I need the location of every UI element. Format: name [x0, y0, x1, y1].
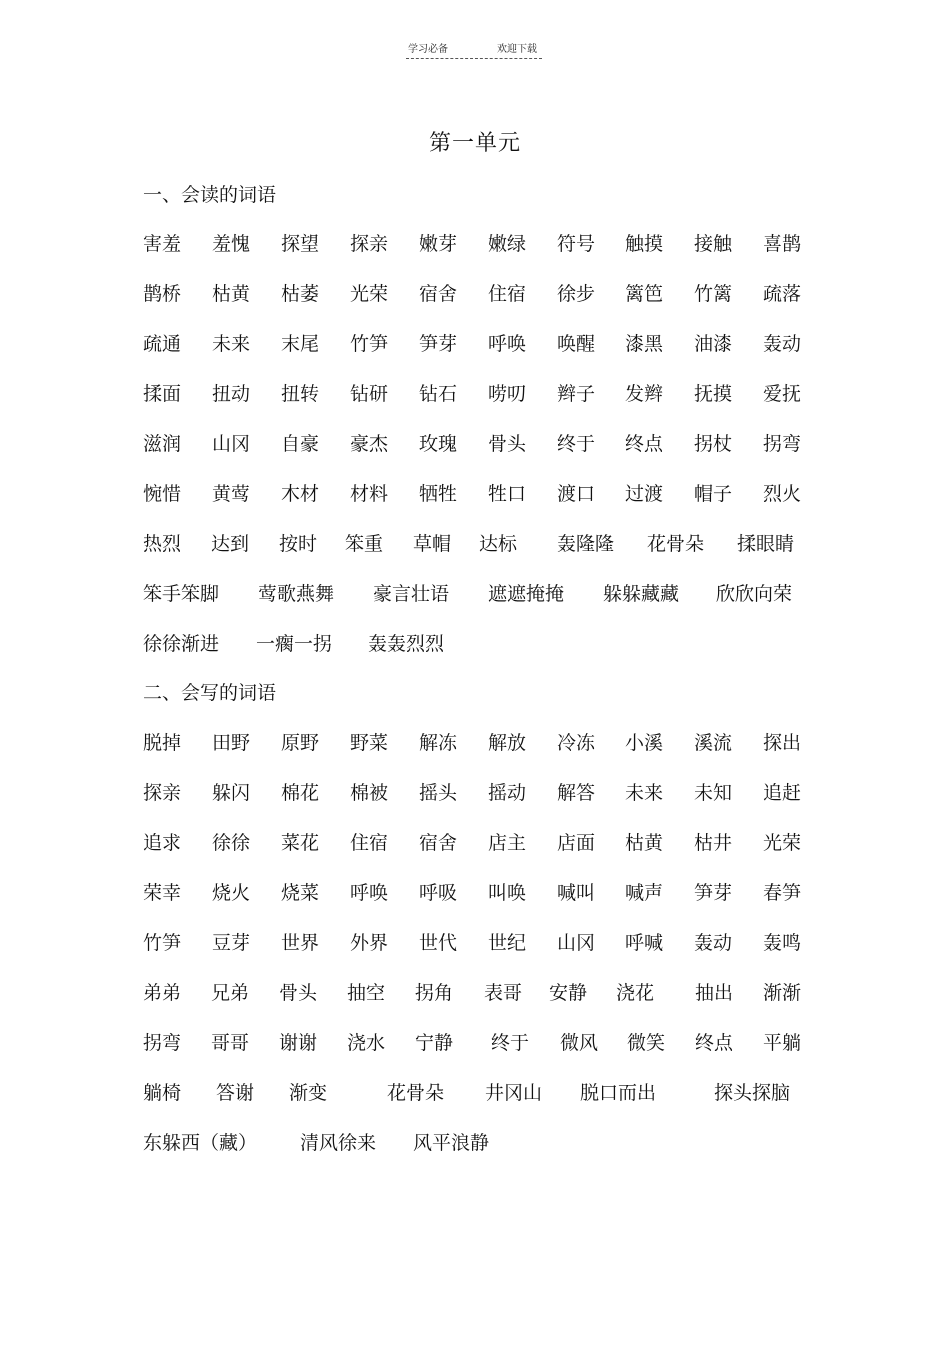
vocab-word: 喊声 — [625, 882, 664, 904]
vocab-word: 浇花 — [616, 982, 655, 1004]
vocab-word: 符号 — [557, 233, 596, 255]
vocab-word: 呼唤 — [488, 333, 527, 355]
vocab-word: 钻石 — [419, 383, 458, 405]
vocab-word: 轰鸣 — [763, 932, 802, 954]
vocab-word: 答谢 — [216, 1082, 255, 1104]
vocab-word: 辫子 — [557, 383, 596, 405]
vocab-word: 棉被 — [350, 782, 389, 804]
vocab-word: 枯黄 — [212, 283, 251, 305]
vocab-word: 一瘸一拐 — [256, 633, 333, 655]
vocab-word: 抚摸 — [694, 383, 733, 405]
vocab-word: 拐角 — [415, 982, 454, 1004]
vocab-word: 店主 — [488, 832, 527, 854]
vocab-word: 东躲西（藏） — [143, 1132, 258, 1154]
vocab-word: 解冻 — [419, 732, 458, 754]
vocab-word: 平躺 — [763, 1032, 802, 1054]
vocab-word: 探亲 — [143, 782, 182, 804]
vocab-word: 笨重 — [345, 533, 384, 555]
vocab-word: 宿舍 — [419, 283, 458, 305]
vocab-word: 豪言壮语 — [373, 583, 450, 605]
vocab-word: 徐徐 — [212, 832, 251, 854]
vocab-word: 骨头 — [488, 433, 527, 455]
vocab-word: 唠叨 — [488, 383, 527, 405]
vocab-word: 接触 — [694, 233, 733, 255]
vocab-word: 欣欣向荣 — [716, 583, 793, 605]
vocab-word: 徐徐渐进 — [143, 633, 220, 655]
vocab-word: 轰隆隆 — [557, 533, 615, 555]
vocab-word: 住宿 — [488, 283, 527, 305]
vocab-word: 谢谢 — [279, 1032, 318, 1054]
vocab-word: 牲口 — [488, 483, 527, 505]
vocab-word: 渡口 — [557, 483, 596, 505]
vocab-word: 豪杰 — [350, 433, 389, 455]
vocab-word: 达标 — [479, 533, 518, 555]
vocab-word: 笋芽 — [419, 333, 458, 355]
vocab-word: 喊叫 — [557, 882, 596, 904]
vocab-word: 烧菜 — [281, 882, 320, 904]
vocab-word: 烧火 — [212, 882, 251, 904]
vocab-word: 遮遮掩掩 — [488, 583, 565, 605]
vocab-word: 春笋 — [763, 882, 802, 904]
vocab-word: 黄莺 — [212, 483, 251, 505]
vocab-word: 小溪 — [625, 732, 664, 754]
vocab-word: 终点 — [695, 1032, 734, 1054]
header-left-text: 学习必备 — [408, 44, 448, 55]
vocab-word: 未来 — [625, 782, 664, 804]
vocab-word: 发辫 — [625, 383, 664, 405]
vocab-word: 宿舍 — [419, 832, 458, 854]
vocab-word: 末尾 — [281, 333, 320, 355]
vocab-word: 追求 — [143, 832, 182, 854]
vocab-word: 终于 — [557, 433, 596, 455]
vocab-word: 骨头 — [279, 982, 318, 1004]
vocab-word: 冷冻 — [557, 732, 596, 754]
vocab-word: 安静 — [549, 982, 588, 1004]
vocab-word: 解答 — [557, 782, 596, 804]
vocab-word: 摇头 — [419, 782, 458, 804]
vocab-word: 枯黄 — [625, 832, 664, 854]
vocab-word: 世纪 — [488, 932, 527, 954]
vocab-word: 达到 — [211, 533, 250, 555]
vocab-word: 探亲 — [350, 233, 389, 255]
vocab-word: 终于 — [491, 1032, 530, 1054]
vocab-word: 帽子 — [694, 483, 733, 505]
section-heading: 一、会读的词语 — [143, 184, 277, 206]
vocab-word: 竹笋 — [350, 333, 389, 355]
vocab-word: 清风徐来 — [300, 1132, 377, 1154]
vocab-word: 羞愧 — [212, 233, 251, 255]
vocab-word: 漆黑 — [625, 333, 664, 355]
vocab-word: 躲闪 — [212, 782, 251, 804]
vocab-word: 疏落 — [763, 283, 802, 305]
vocab-word: 扭转 — [281, 383, 320, 405]
vocab-word: 鹊桥 — [143, 283, 182, 305]
section-heading: 二、会写的词语 — [143, 682, 277, 704]
vocab-word: 钻研 — [350, 383, 389, 405]
vocab-word: 笨手笨脚 — [143, 583, 220, 605]
vocab-word: 轰轰烈烈 — [368, 633, 445, 655]
vocab-word: 住宿 — [350, 832, 389, 854]
vocab-word: 花骨朵 — [387, 1082, 445, 1104]
vocab-word: 未知 — [694, 782, 733, 804]
vocab-word: 枯萎 — [281, 283, 320, 305]
vocab-word: 抽空 — [347, 982, 386, 1004]
vocab-word: 原野 — [281, 732, 320, 754]
vocab-word: 追赶 — [763, 782, 802, 804]
vocab-word: 探头探脑 — [714, 1082, 791, 1104]
vocab-word: 菜花 — [281, 832, 320, 854]
vocab-word: 爱抚 — [763, 383, 802, 405]
vocab-word: 微笑 — [627, 1032, 666, 1054]
vocab-word: 解放 — [488, 732, 527, 754]
vocab-word: 揉眼睛 — [737, 533, 795, 555]
vocab-word: 呼唤 — [350, 882, 389, 904]
vocab-word: 莺歌燕舞 — [258, 583, 335, 605]
page-title: 第一单元 — [428, 131, 521, 156]
vocab-word: 叫唤 — [488, 882, 527, 904]
vocab-word: 自豪 — [281, 433, 320, 455]
vocab-word: 井冈山 — [485, 1082, 543, 1104]
vocab-word: 花骨朵 — [647, 533, 705, 555]
vocab-word: 躲躲藏藏 — [603, 583, 680, 605]
vocab-word: 野菜 — [350, 732, 389, 754]
vocab-word: 哥哥 — [211, 1032, 250, 1054]
vocab-word: 宁静 — [415, 1032, 454, 1054]
vocab-word: 溪流 — [694, 732, 733, 754]
vocab-word: 轰动 — [694, 932, 733, 954]
vocab-word: 枯井 — [694, 832, 733, 854]
vocab-word: 弟弟 — [143, 982, 182, 1004]
vocab-word: 热烈 — [143, 533, 182, 555]
vocab-word: 终点 — [625, 433, 664, 455]
vocab-word: 嫩芽 — [419, 233, 458, 255]
vocab-word: 油漆 — [694, 333, 733, 355]
vocab-word: 呼喊 — [625, 932, 664, 954]
vocab-word: 按时 — [279, 533, 318, 555]
vocab-word: 扭动 — [212, 383, 251, 405]
vocab-word: 材料 — [350, 483, 389, 505]
vocab-word: 探望 — [281, 233, 320, 255]
vocab-word: 风平浪静 — [413, 1132, 490, 1154]
vocab-word: 摇动 — [488, 782, 527, 804]
vocab-word: 棉花 — [281, 782, 320, 804]
vocab-word: 世界 — [281, 932, 320, 954]
page-header — [406, 38, 542, 59]
vocab-word: 山冈 — [557, 932, 596, 954]
vocab-word: 竹笋 — [143, 932, 182, 954]
vocab-word: 烈火 — [763, 483, 802, 505]
vocab-word: 表哥 — [484, 982, 523, 1004]
vocab-word: 田野 — [212, 732, 251, 754]
vocab-word: 探出 — [763, 732, 802, 754]
vocab-word: 竹篱 — [694, 283, 733, 305]
vocab-word: 光荣 — [350, 283, 389, 305]
vocab-word: 轰动 — [763, 333, 802, 355]
vocab-word: 脱口而出 — [580, 1082, 657, 1104]
vocab-word: 躺椅 — [143, 1082, 182, 1104]
vocab-word: 疏通 — [143, 333, 182, 355]
vocab-word: 喜鹊 — [763, 233, 802, 255]
vocab-word: 徐步 — [557, 283, 596, 305]
vocab-word: 玫瑰 — [419, 433, 458, 455]
vocab-word: 抽出 — [695, 982, 734, 1004]
vocab-word: 豆芽 — [212, 932, 251, 954]
vocab-word: 拐弯 — [143, 1032, 182, 1054]
vocab-word: 笋芽 — [694, 882, 733, 904]
vocab-word: 荣幸 — [143, 882, 182, 904]
vocab-word: 篱笆 — [625, 283, 664, 305]
vocab-word: 唤醒 — [557, 333, 596, 355]
vocab-word: 草帽 — [413, 533, 452, 555]
vocab-word: 拐弯 — [763, 433, 802, 455]
vocab-word: 过渡 — [625, 483, 664, 505]
vocab-word: 脱掉 — [143, 732, 182, 754]
vocab-word: 微风 — [560, 1032, 599, 1054]
vocab-word: 浇水 — [347, 1032, 386, 1054]
vocab-word: 害羞 — [143, 233, 182, 255]
vocab-word: 未来 — [212, 333, 251, 355]
vocab-word: 世代 — [419, 932, 458, 954]
vocab-word: 光荣 — [763, 832, 802, 854]
vocab-word: 牺牲 — [419, 483, 458, 505]
vocab-word: 店面 — [557, 832, 596, 854]
vocab-word: 渐变 — [289, 1082, 328, 1104]
vocab-word: 嫩绿 — [488, 233, 527, 255]
vocab-word: 滋润 — [143, 433, 182, 455]
vocab-word: 渐渐 — [763, 982, 802, 1004]
vocab-word: 外界 — [350, 932, 389, 954]
vocab-word: 触摸 — [625, 233, 664, 255]
vocab-word: 木材 — [281, 483, 320, 505]
vocab-word: 揉面 — [143, 383, 182, 405]
vocab-word: 惋惜 — [143, 483, 182, 505]
vocab-word: 山冈 — [212, 433, 251, 455]
vocab-word: 拐杖 — [694, 433, 733, 455]
header-right-text: 欢迎下载 — [497, 44, 537, 55]
vocab-word: 呼吸 — [419, 882, 458, 904]
vocab-word: 兄弟 — [211, 982, 250, 1004]
